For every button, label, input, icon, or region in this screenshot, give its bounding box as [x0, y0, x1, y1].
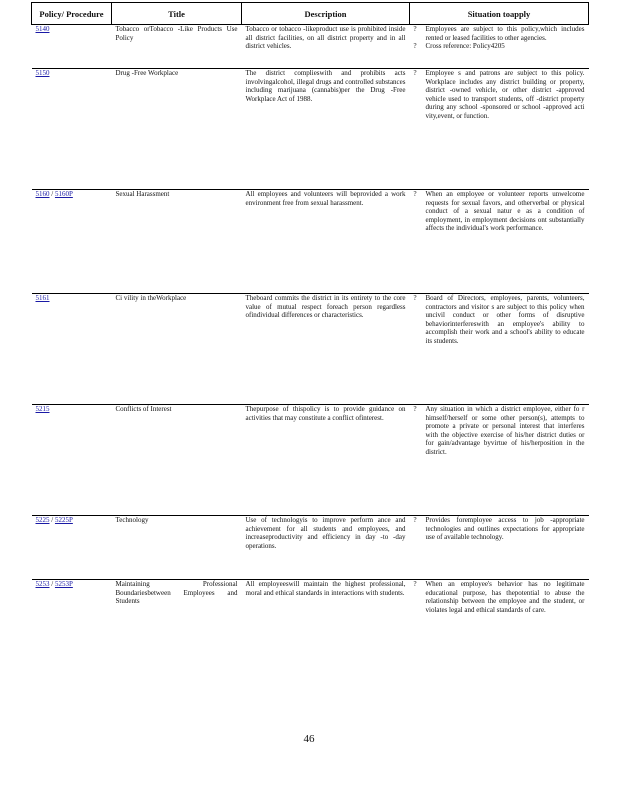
header-title: Title — [112, 3, 242, 25]
situation-cell — [410, 69, 589, 190]
header-policy: Policy/ Procedure — [32, 3, 112, 25]
policy-separator: / — [49, 580, 55, 588]
table-row — [32, 516, 589, 580]
policy-link[interactable]: 5253P — [54, 580, 73, 588]
situation-cell — [410, 25, 589, 69]
situation-text: Board of Directors, employees, parents, volunteers, contractors and visitor s are subject to this policy when uncivil conduct or other forms of disruptive behaviorinterfereswith an employee's ability to accomplish their work and a school's ability to educate its students. — [425, 294, 585, 345]
situation-item — [414, 580, 585, 614]
situation-cell — [410, 405, 589, 516]
table-row — [32, 25, 589, 69]
policy-link[interactable]: 5140 — [35, 25, 50, 33]
title-cell: Maintaining Professional Boundariesbetween Employees and Students — [112, 580, 242, 670]
situation-item — [414, 294, 585, 345]
situation-text: Provides foremployee access to job -appropriate technologies and outlines expectations for appropriate use of available technology. — [425, 516, 585, 541]
policy-link[interactable]: 5253 — [35, 580, 50, 588]
title-cell: Drug -Free Workplace — [112, 69, 242, 190]
table-row — [32, 405, 589, 516]
policy-link[interactable]: 5225 — [35, 516, 50, 524]
situation-item — [414, 516, 585, 542]
policy-cell — [32, 294, 112, 405]
bullet-icon: ? — [413, 516, 417, 524]
description-cell: Tobacco or tobacco -likeproduct use is prohibited inside all district facilities, on all district property and in all district vehicles. — [245, 25, 406, 50]
situation-cell — [410, 516, 589, 580]
table-row — [32, 69, 589, 190]
table-header-row — [32, 3, 589, 25]
policy-link[interactable]: 5150 — [35, 69, 50, 77]
title-cell: Tobacco orTobacco -Like Products Use Policy — [115, 25, 238, 42]
situation-item — [414, 405, 585, 456]
bullet-icon: ? — [413, 405, 417, 413]
situation-text: Employees are subject to this policy,which includes rented or leased facilities to other agencies. — [425, 25, 585, 42]
table-row — [32, 294, 589, 405]
situation-item — [414, 25, 585, 42]
description-cell: All employeeswill maintain the highest professional, moral and ethical standards in interactions with students. — [242, 580, 410, 670]
policy-separator: / — [49, 190, 55, 198]
policy-link[interactable]: 5160P — [54, 190, 73, 198]
title-cell: Ci vility in theWorkplace — [112, 294, 242, 405]
situation-cell — [410, 294, 589, 405]
policy-link[interactable]: 5161 — [35, 294, 50, 302]
policy-cell — [32, 580, 112, 670]
policy-cell — [32, 25, 112, 69]
table-row — [32, 580, 589, 670]
title-cell: Sexual Harassment — [112, 190, 242, 294]
header-description: Description — [242, 3, 410, 25]
situation-cell — [410, 580, 589, 670]
bullet-icon: ? — [413, 190, 417, 198]
situation-text: When an employee or volunteer reports unwelcome requests for sexual favors, and otherverbal or physical conduct of a sexual natur e as a condition of employment, in employment decisions ont substantially affects the individual's work performance. — [425, 190, 585, 232]
table-body — [32, 25, 589, 670]
policy-table — [31, 2, 589, 670]
description-cell: All employees and volunteers will beprovided a work environment free from sexual harassment. — [242, 190, 410, 294]
bullet-icon: ? — [413, 42, 417, 50]
situation-text: Employee s and patrons are subject to this policy. Workplace includes any district building or property, district -owned vehicle, or other district -approved vehicle used to transport students, off -district property during any school -sponsored or school -approved acti vity,event, or function. — [425, 69, 585, 120]
description-cell: Theboard commits the district in its entirety to the core value of mutual respect foreach person regardless ofindividual differences or characteristics. — [242, 294, 410, 405]
situation-text: Any situation in which a district employee, either fo r himself/herself or some other person(s), attempts to promote a private or personal interest that interferes with the objective exercise of his/her district duties or for gain/advantage byvirtue of his/herposition in the district. — [425, 405, 585, 456]
description-cell: Use of technologyis to improve perform ance and achievement for all students and employees, and increaseproductivity and efficiency in day -to -day operations. — [242, 516, 410, 580]
policy-cell — [32, 69, 112, 190]
title-cell: Technology — [112, 516, 242, 580]
bullet-icon: ? — [413, 25, 417, 33]
page-number: 46 — [303, 733, 315, 745]
situation-item — [414, 190, 585, 233]
situation-cell — [410, 190, 589, 294]
situation-item — [414, 69, 585, 120]
policy-link[interactable]: 5160 — [35, 190, 50, 198]
situation-text: When an employee's behavior has no legitimate educational purpose, has thepotential to abuse the relationship between the employee and the student, or violates legal and ethical standards of care. — [425, 580, 585, 614]
policy-cell — [32, 516, 112, 580]
bullet-icon: ? — [413, 294, 417, 302]
policy-link[interactable]: 5215 — [35, 405, 50, 413]
title-cell: Conflicts of Interest — [112, 405, 242, 516]
policy-cell — [32, 190, 112, 294]
description-cell: Thepurpose of thispolicy is to provide guidance on activities that may constitute a conflict ofinterest. — [242, 405, 410, 516]
header-situation: Situation toapply — [410, 3, 589, 25]
situation-text: Cross reference: Policy4205 — [425, 42, 505, 50]
bullet-icon: ? — [413, 69, 417, 77]
policy-cell — [32, 405, 112, 516]
policy-link[interactable]: 5225P — [54, 516, 73, 524]
bullet-icon: ? — [413, 580, 417, 588]
policy-separator: / — [49, 516, 55, 524]
situation-item — [414, 42, 585, 51]
description-cell: The district complieswith and prohibits acts involvingalcohol, illegal drugs and controlled substances including marijuana (cannabis)per the Drug -Free Workplace Act of 1988. — [242, 69, 410, 190]
table-row — [32, 190, 589, 294]
